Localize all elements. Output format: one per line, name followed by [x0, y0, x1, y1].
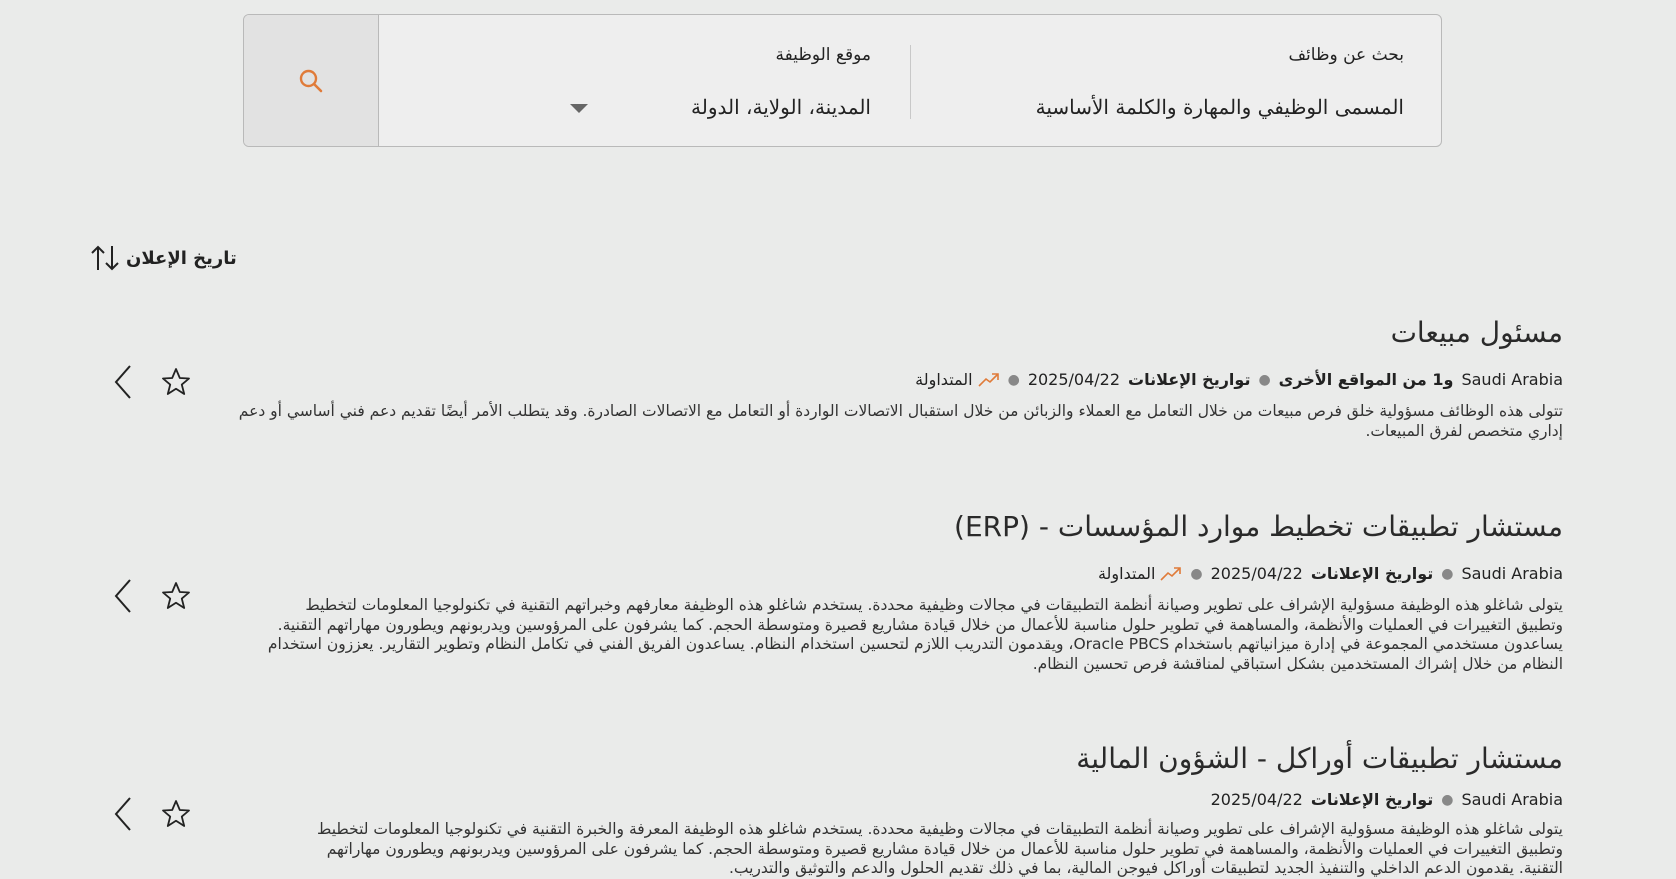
chevron-left-icon	[113, 578, 133, 614]
job-title[interactable]: مسئول مبيعات	[1390, 316, 1563, 349]
chevron-down-icon[interactable]	[570, 104, 588, 113]
field-divider	[910, 45, 911, 119]
job-date: 2025/04/22	[1210, 564, 1303, 583]
open-job-button[interactable]	[108, 794, 138, 834]
search-icon	[298, 68, 324, 94]
job-date-label: تواريخ الإعلانات	[1310, 564, 1434, 583]
job-date-label: تواريخ الإعلانات	[1310, 790, 1434, 809]
job-description: يتولى شاغلو هذه الوظيفة مسؤولية الإشراف على تطوير وصيانة أنظمة التطبيقات في مجالات وظيفية محددة. يستخدم شاغلو هذه الوظيفة المعرفة والخبرة التقنية في تكنولوجيا المعلومات لتخطيط وتطبيق التغييرات في العمليات والأنظمة، والمساهمة في تطوير حلول مناسبة للأعمال من خلال قيادة مشاريع قصيرة ومتوسطة الحجم. كما يشرفون على المرؤوسين ويدربونهم ويطورون مهاراتهم التقنية. يقدمون الدعم الداخلي والتنفيذ الجديد لتطبيقات أوراكل فيوجن المالية، بما في ذلك تقديم الحلول والدعم والتوثيق والتدريب.	[316, 820, 1563, 877]
job-location: Saudi Arabia	[1461, 370, 1563, 389]
open-job-button[interactable]	[108, 576, 138, 616]
separator-dot: ●	[1258, 371, 1271, 388]
job-location: Saudi Arabia	[1461, 790, 1563, 809]
open-job-button[interactable]	[108, 362, 138, 402]
location-input[interactable]: المدينة، الولاية، الدولة	[691, 95, 871, 119]
job-other-locations[interactable]: و1 من المواقع الأخرى	[1278, 370, 1454, 389]
job-date-label: تواريخ الإعلانات	[1128, 370, 1251, 389]
job-date: 2025/04/22	[1210, 790, 1303, 809]
separator-dot: ●	[1441, 565, 1454, 582]
sort-by-date[interactable]	[90, 244, 237, 272]
sort-arrows-icon	[90, 244, 122, 272]
job-date: 2025/04/22	[1027, 370, 1121, 389]
search-button[interactable]	[244, 15, 379, 146]
star-icon	[161, 367, 191, 397]
job-title[interactable]: مستشار تطبيقات أوراكل - الشؤون المالية	[1076, 742, 1563, 775]
job-description: تتولى هذه الوظائف مسؤولية خلق فرص مبيعات من خلال التعامل مع العملاء والزبائن من خلال استقبال الاتصالات الواردة أو التعامل مع الاتصالات الصادرة. وقد يتطلب الأمر أيضًا تقديم دعم فني أساسي أو دعم إداري متخصص لفرق المبيعات.	[238, 402, 1563, 440]
chevron-left-icon	[113, 796, 133, 832]
trending-up-icon	[978, 372, 1000, 388]
separator-dot: ●	[1190, 565, 1203, 582]
sort-label: تاريخ الإعلان	[126, 247, 237, 269]
keyword-input[interactable]: المسمى الوظيفي والمهارة والكلمة الأساسية	[1035, 95, 1404, 119]
favorite-star-button[interactable]	[160, 580, 192, 612]
separator-dot: ●	[1007, 371, 1020, 388]
star-icon	[161, 799, 191, 829]
trending-up-icon	[1160, 566, 1182, 582]
job-search-bar	[243, 14, 1442, 147]
star-icon	[161, 581, 191, 611]
job-location: Saudi Arabia	[1461, 564, 1563, 583]
job-meta	[915, 370, 1563, 389]
job-meta	[1211, 790, 1563, 809]
job-description: يتولى شاغلو هذه الوظيفة مسؤولية الإشراف على تطوير وصيانة أنظمة التطبيقات في مجالات وظيفية محددة. يستخدم شاغلو هذه الوظيفة معارفهم وخبراتهم التقنية في تكنولوجيا المعلومات لتخطيط وتطبيق التغييرات في العمليات والأنظمة، والمساهمة في تطوير حلول مناسبة للأعمال من خلال قيادة مشاريع قصيرة ومتوسطة الحجم. كما يشرفون على المرؤوسين ويدربونهم ويطورون مهاراتهم التقنية. يساعدون مستخدمي المجموعة في إدارة ميزانياتهم باستخدام Oracle PBCS، ويقدمون التدريب اللازم لتحسين استخدام النظام. يساعدون الفريق الفني في تكامل النظام وتطوير التقارير. يعززون استخدام النظام من خلال إشراك المستخدمين بشكل استباقي لمناقشة فرص تحسين النظام.	[267, 596, 1563, 673]
favorite-star-button[interactable]	[160, 366, 192, 398]
favorite-star-button[interactable]	[160, 798, 192, 830]
trending-label: المتداولة	[915, 370, 973, 389]
separator-dot: ●	[1441, 791, 1454, 808]
job-meta	[1098, 564, 1563, 583]
trending-badge	[915, 370, 999, 389]
keyword-field-label: بحث عن وظائف	[1288, 45, 1404, 65]
job-title[interactable]: مستشار تطبيقات تخطيط موارد المؤسسات - (ERP)	[954, 510, 1563, 543]
chevron-left-icon	[113, 364, 133, 400]
trending-label: المتداولة	[1097, 564, 1156, 583]
trending-badge	[1098, 564, 1182, 583]
location-field-label: موقع الوظيفة	[775, 45, 871, 65]
